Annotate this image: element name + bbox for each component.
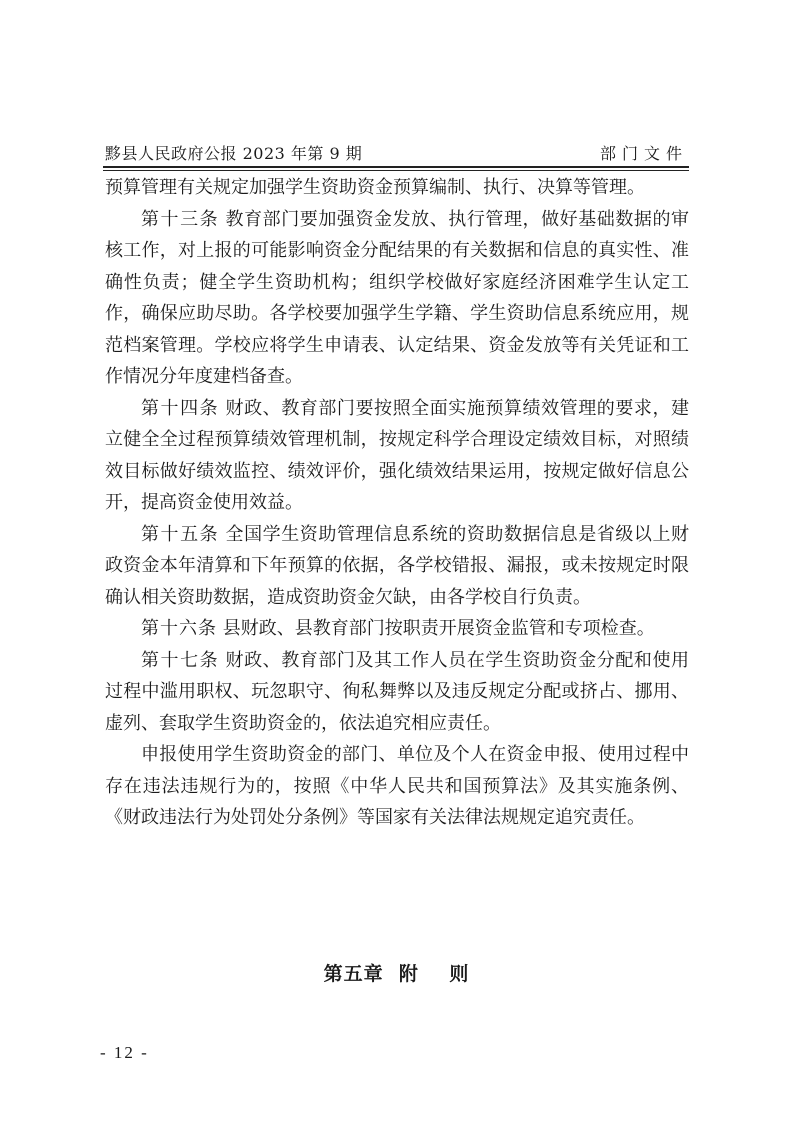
- article-14: [105, 393, 689, 519]
- article-number: 第十七条: [141, 649, 220, 671]
- paragraph-text: 预算管理有关规定加强学生资助资金预算编制、执行、决算等管理。: [105, 177, 645, 198]
- paragraph-liability: [105, 739, 689, 834]
- header-divider-thin: [103, 170, 689, 171]
- article-number: 第十五条: [141, 523, 220, 545]
- article-17: [105, 645, 689, 740]
- paragraph-text: 全国学生资助管理信息系统的资助数据信息是省级以上财政资金本年清算和下年预算的依据，各学校错报、漏报，或未按规定时限确认相关资助数据，造成资助资金欠缺，由各学校自行负责。: [105, 523, 690, 608]
- paragraph-text: 申报使用学生资助资金的部门、单位及个人在资金申报、使用过程中存在违法违规行为的，按照《中华人民共和国预算法》及其实施条例、《财政违法行为处罚处分条例》等国家有关法律法规规定追究责任。: [105, 744, 689, 828]
- article-number: 第十三条: [141, 208, 220, 230]
- chapter-heading: 第五章 附 则: [323, 963, 470, 985]
- section-label: 部门文件: [599, 144, 688, 163]
- article-number: 第十六条: [141, 618, 217, 639]
- publication-title: 黟县人民政府公报 2023 年第 9 期: [105, 144, 363, 163]
- paragraph-text: 县财政、县教育部门按职责开展资金监管和专项检查。: [222, 618, 655, 639]
- article-15: [105, 519, 689, 614]
- article-13: [105, 204, 689, 393]
- article-number: 第十四条: [141, 397, 220, 419]
- header-divider: [103, 166, 689, 168]
- paragraph-text: 财政、教育部门要按照全面实施预算绩效管理的要求，建立健全全过程预算绩效管理机制，按规定科学合理设定绩效目标，对照绩效目标做好绩效监控、绩效评价，强化绩效结果运用，按规定做好信息公开，提高资金使用效益。: [105, 397, 690, 513]
- paragraph-text: 教育部门要加强资金发放、执行管理，做好基础数据的审核工作，对上报的可能影响资金分配结果的有关数据和信息的真实性、准确性负责；健全学生资助机构；组织学校做好家庭经济困难学生认定工作，确保应助尽助。各学校要加强学生学籍、学生资助信息系统应用，规范档案管理。学校应将学生申请表、认定结果、资金发放等有关凭证和工作情况分年度建档备查。: [105, 208, 690, 387]
- paragraph-text: 财政、教育部门及其工作人员在学生资助资金分配和使用过程中滥用职权、玩忽职守、徇私舞弊以及违反规定分配或挤占、挪用、虚列、套取学生资助资金的，依法追究相应责任。: [105, 649, 690, 734]
- article-16: [105, 613, 689, 645]
- page-number: - 12 -: [100, 1043, 149, 1062]
- document-body: [105, 172, 689, 834]
- paragraph-continuation: [105, 172, 689, 204]
